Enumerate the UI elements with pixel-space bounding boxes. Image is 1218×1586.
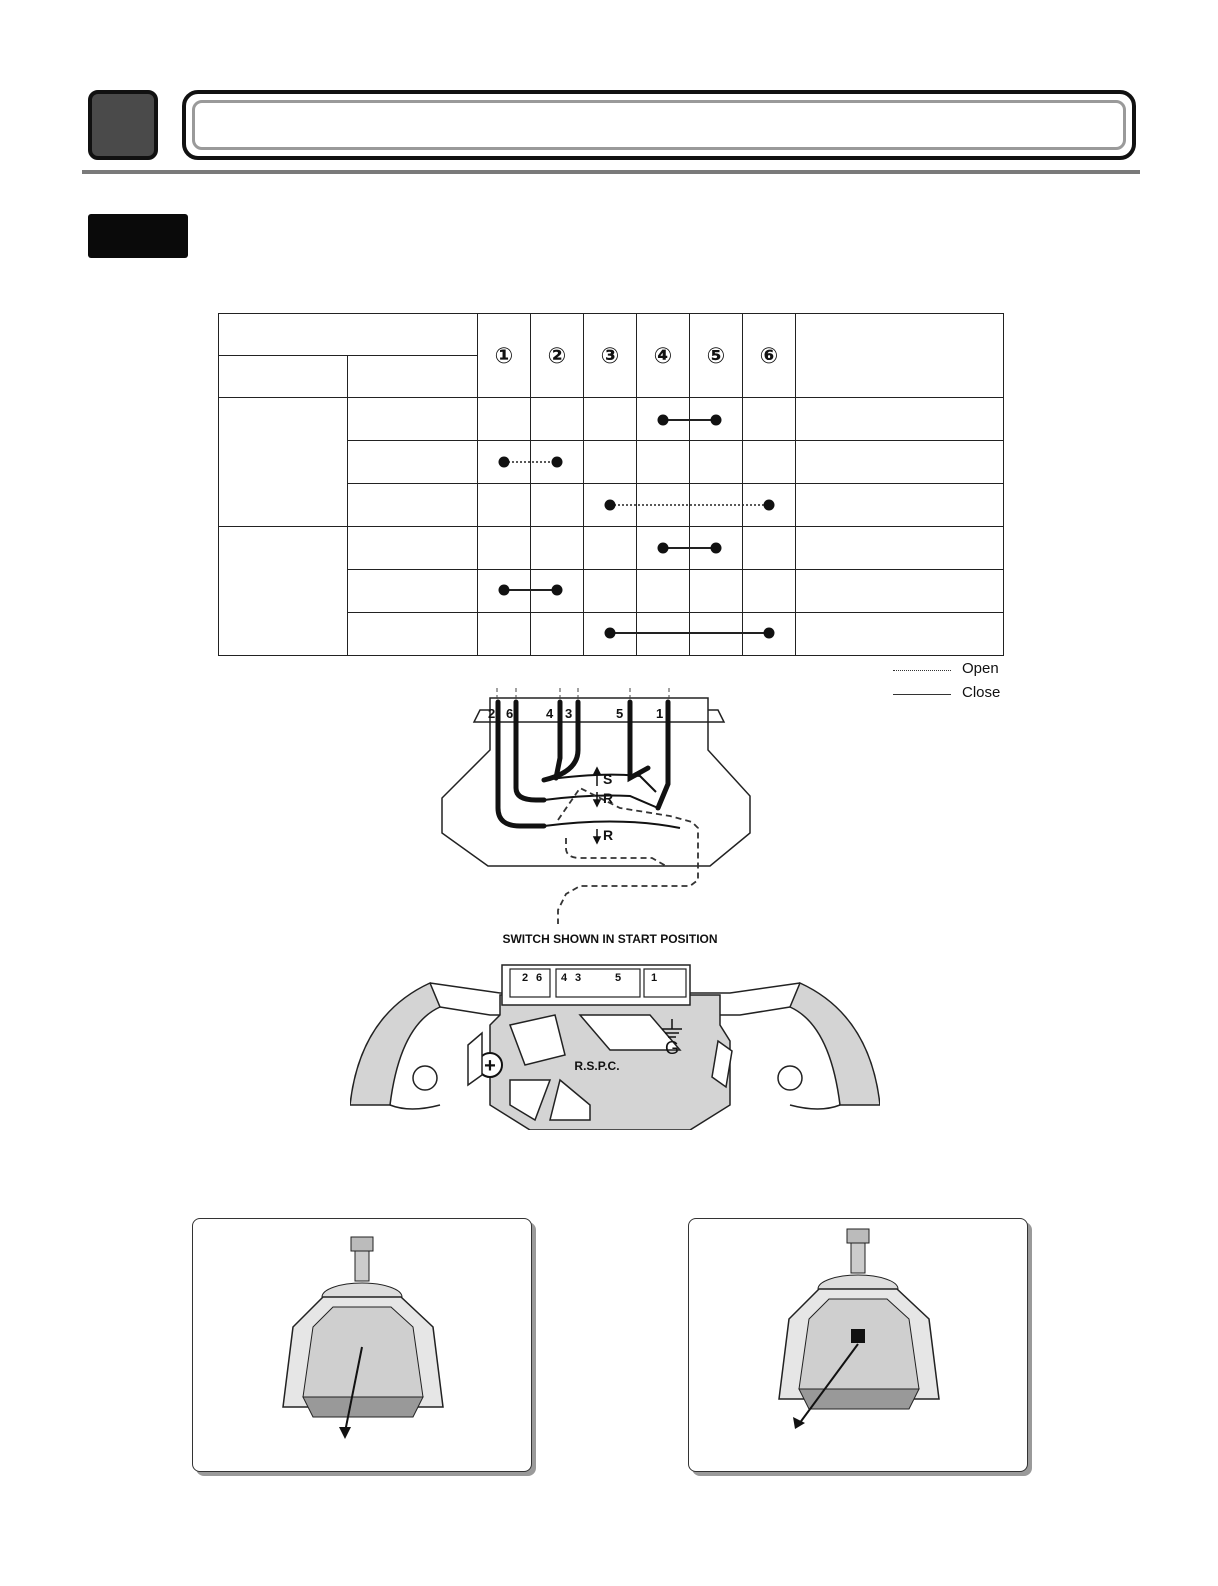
table-header-remark [796,314,1004,398]
table-header-pos-3 [584,314,637,398]
subsection-tag [88,214,188,258]
table-row-label [348,484,478,527]
switch-connection-table [218,313,1004,656]
arrow-label-s: S [603,771,613,787]
switch-diagram [440,688,770,928]
rspc-term-label: 5 [615,972,622,984]
plus-symbol: + [484,1055,496,1077]
table-header-pos-6 [743,314,796,398]
group-1-cell [219,398,348,527]
rspc-diagram [350,955,880,1130]
motor-mount-image-left [192,1218,532,1472]
pos-5-label: ⑤ [706,343,726,369]
sw-term-label: 4 [546,706,554,721]
sw-term-label: 3 [565,706,573,721]
legend-close-label: Close [962,684,1001,701]
rspc-label: R.S.P.C. [574,1059,620,1073]
table-row-label [348,570,478,613]
section-title-bar-inner [192,100,1126,150]
table-row-label [348,613,478,656]
motor-mount-illustration [193,1219,531,1471]
rspc-term-label: 1 [651,972,658,984]
table-header-pos-4 [637,314,690,398]
arrow-label-r: R [603,790,614,806]
table-header-pos-1 [478,314,531,398]
rspc-term-label: 2 [522,972,529,984]
table-header-mode [219,314,478,356]
table-subheader-b [348,356,478,398]
legend-open-label: Open [962,660,999,677]
rspc-term-label: 4 [561,972,568,984]
sw-term-label: 2 [488,706,496,721]
header-rule [82,170,1140,174]
motor-mount-image-right [688,1218,1028,1472]
pos-2-label: ② [547,343,567,369]
rspc-term-label: 3 [575,972,582,984]
legend-close-line [893,694,951,695]
table-row-label [348,398,478,441]
pos-4-label: ④ [653,343,673,369]
table-subheader-a [219,356,348,398]
table-header-pos-5 [690,314,743,398]
switch-caption: SWITCH SHOWN IN START POSITION [502,932,718,946]
motor-mount-illustration [689,1219,1027,1471]
pos-1-label: ① [494,343,514,369]
table-row-label [348,527,478,570]
arrow-label-r2: R [603,827,614,843]
sw-term-label: 6 [506,706,514,721]
ground-label: G [664,1038,680,1058]
group-2-cell [219,527,348,656]
pos-3-label: ③ [600,343,620,369]
rspc-term-label: 6 [536,972,543,984]
table-header-pos-2 [531,314,584,398]
table-row-label [348,441,478,484]
legend-open-line [893,670,951,671]
sw-term-label: 1 [656,706,664,721]
pos-6-label: ⑥ [759,343,779,369]
section-title-bar [182,90,1136,160]
section-number-box [88,90,158,160]
sw-term-label: 5 [616,706,624,721]
